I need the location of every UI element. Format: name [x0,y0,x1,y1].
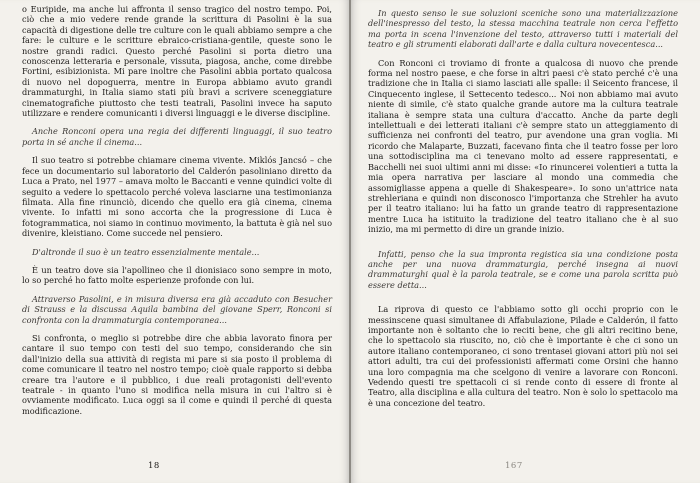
right-paragraph-1: Con Ronconi ci troviamo di fronte a qualcosa di nuovo che prende forma nel nostro paese, e che forse in altri paesi c'è stato perché c'è una tradizione che in Italia ci siamo lasciati alle spalle: il Seicento francese, il Cinquecento inglese, il Settecento tedesco... Noi non abbiamo mai avuto niente di simile, c'è stato qualche grande autore ma la cultura teatrale italiana è sempre stata una cultura d'accatto. Anche da parte degli intellettuali e dei letterati italiani c'è sempre stato un atteggiamento di sufficienza nei confronti del teatro, pur avendone una gran voglia. Mi ricordo che Malaparte, Buzzati, facevano finta che il teatro fosse per loro una sottodisciplina ma ci tenevano molto ad essere rappresentati, e Bacchelli nei suoi ultimi anni mi disse: «Io rinuncerei volentieri a tutta la mia opera narrativa per lasciare al mondo una commedia che assomigliasse appena a quelle di Shakespeare». Io sono un'attrice nata strehleriana e quindi non disconosco l'importanza che Strehler ha avuto per il teatro italiano: lui ha fatto un grande teatro di rappresentazione mentre Luca ha istituito la tradizione del teatro italiano che è al suo inizio, ma mi permetto di dire un grande inizio. [368,57,678,235]
right-page-number: 167 [505,461,523,471]
left-question-1: Anche Ronconi opera una regia dei differenti linguaggi, il suo teatro porta in sé anche il cinema... [22,126,332,147]
left-paragraph-3: È un teatro dove sia l'apollineo che il dionisiaco sono sempre in moto, lo so perché ho fatto molte esperienze profonde con lui. [22,264,332,286]
left-paragraph-2: Il suo teatro si potrebbe chiamare cinema vivente. Miklós Jancsó – che fece un documentario sul laboratorio del Calderón pasoliniano diretto da Luca a Prato, nel 1977 – amava molto le Baccanti e venne quindici volte di seguito a vedere lo spettacolo perché voleva lasciarne una testimonianza filmata. Alla fine rinunciò, dicendo che quello era già cinema, cinema vivente. Io infatti mi sono accorta che la progressione di Luca è fotogrammatica, noi siamo in continuo movimento, la battuta è già nel suo divenire, kleistiano. Come succede nel pensiero. [22,155,332,239]
left-page-number: 18 [148,461,160,471]
left-question-2: D'altronde il suo è un teatro essenzialmente mentale... [32,246,260,257]
left-paragraph-1: o Euripide, ma anche lui affronta il senso tragico del nostro tempo. Poi, ciò che a mio vedere rende grande la scrittura di Pasolini è la sua capacità di digestione delle tre culture con le quali abbiamo sempre a che fare: le culture e le scritture ebraico-cristiana-gentile, queste sono le nostre grandi radici. Questo perché Pasolini si porta dietro una conoscenza letteraria e personale, vissuta, piagosa, anche, come direbbe Fortini, esibizionista. Mi pare inoltre che Pasolini abbia portato qualcosa di nuovo nel dopoguerra, mentre in Europa abbiamo avuto grandi drammaturghi, in Italia siamo stati più bravi a scrivere sceneggiature cinematografiche piuttosto che testi teatrali, Pasolini invece ha saputo utilizzare e rendere comunicanti i diversi linguaggi e le diverse discipline. [22,4,332,119]
left-question-3: Attraverso Pasolini, e in misura diversa era già accaduto con Besucher di Strauss e la discussa Aquila bambina del giovane Sperr, Ronconi si confronta con la drammaturgia contemporanea... [22,293,332,325]
left-paragraph-4: Si confronta, o meglio si potrebbe dire che abbia lavorato finora per cantare il suo tempo con testi del suo tempo, considerando che sin dall'inizio della sua attività di regista mi pare si sia posto il problema di come comunicare il teatro nel nostro tempo; cioè quale rapporto si debba creare tra l'autore e il pubblico, i due reali protagonisti dell'evento teatrale - in quanto l'uno si modifica nella misura in cui l'altro si è ovviamente modificato. Luca oggi sa il come e quindi il perché di questa modificazione. [22,332,332,416]
right-question-2: Infatti, penso che la sua impronta registica sia una condizione posta anche per una nuova drammaturgia, perché insegna ai nuovi drammaturghi qual è la parola teatrale, se e come una parola scritta può essere detta... [368,248,678,290]
right-paragraph-2: La riprova di questo ce l'abbiamo sotto gli occhi proprio con le messinscene quasi simultanee di Affabulazione, Pilade e Calderón, il fatto importante non è soltanto che io reciti bene, che gli altri recitino bene, che lo spettacolo sia riuscito, no, ciò che è importante è che ci sono un autore italiano contemporaneo, ci sono trentasei giovani attori più noi sei attori adulti, tra cui dei professionisti affermati come Orsini che hanno una loro compagnia ma che scelgono di venire a lavorare con Ronconi. Vedendo questi tre spettacoli ci si rende conto di essere di fronte al Teatro, alla disciplina e alla cultura del teatro. Non è solo lo spettacolo ma è una concezione del teatro. [368,304,678,408]
right-page [350,0,700,483]
right-question-1: In questo senso le sue soluzioni sceniche sono una materializzazione dell'inespresso del testo, la stessa macchina teatrale non cerca l'effetto ma porta in scena l'invenzione del testo, attraverso tutti i materiali del teatro e gli strumenti elaborati dall'arte e dalla cultura novecentesca... [368,8,678,50]
book-gutter [349,0,351,483]
